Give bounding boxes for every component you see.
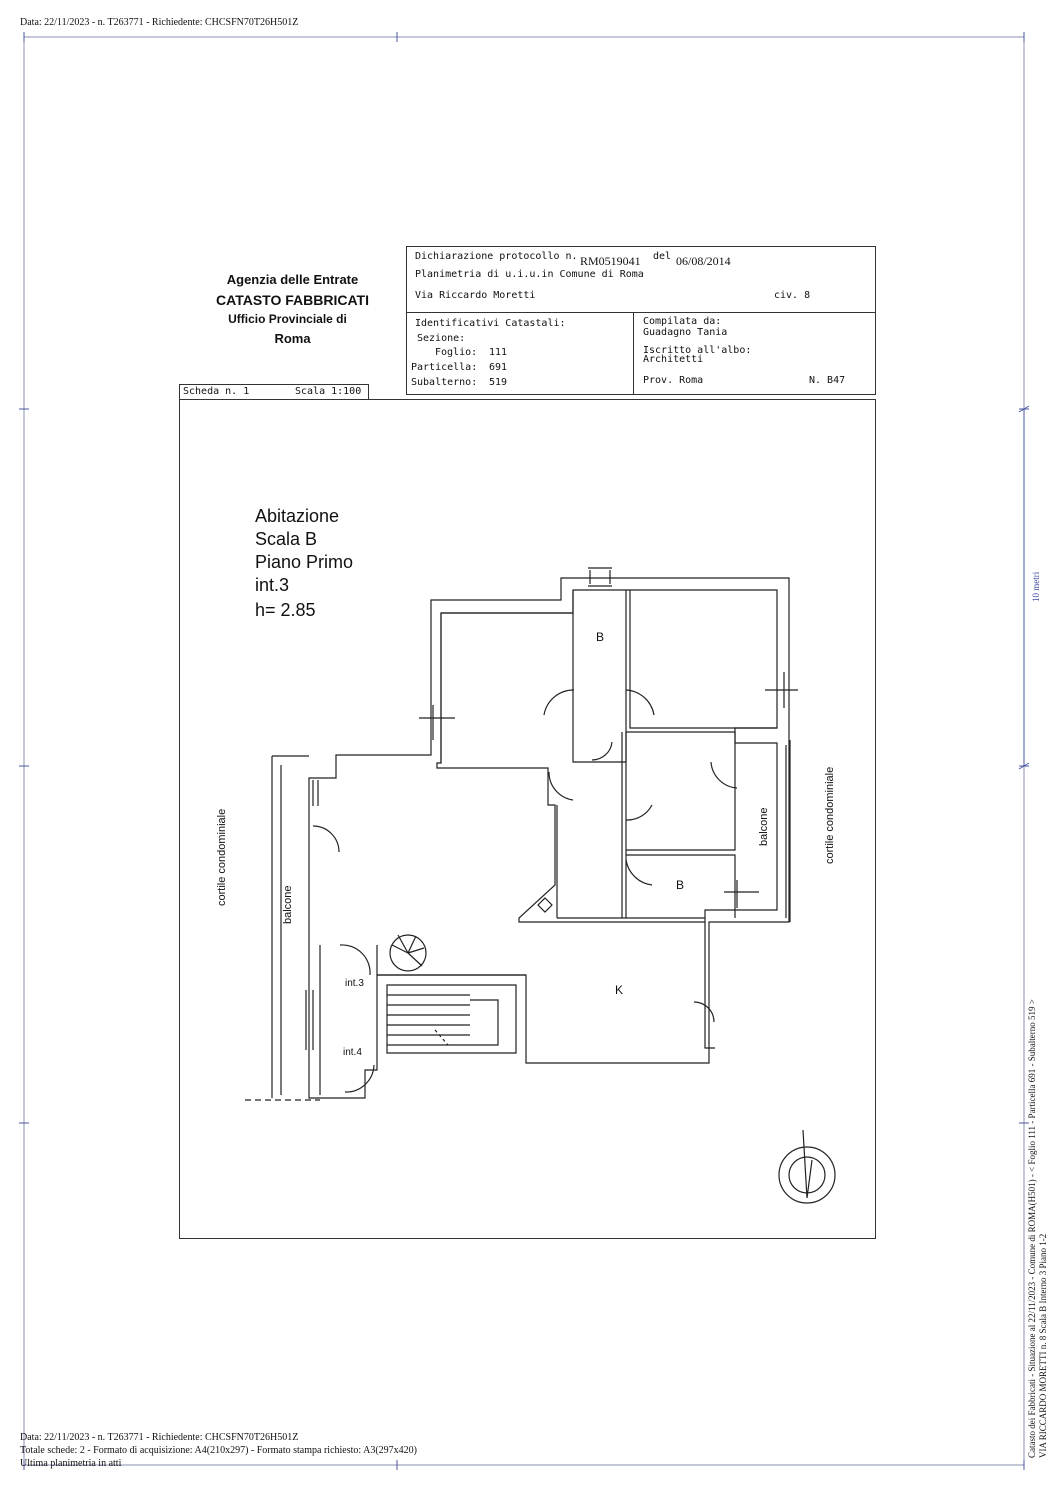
room-label-int4: int.4 <box>343 1047 362 1058</box>
particella-label: Particella: <box>411 362 478 373</box>
foglio-value: 111 <box>489 347 508 358</box>
identifiers-title: Identificativi Catastali: <box>415 318 566 329</box>
side-metadata-line1: Catasto dei Fabbricati - Situazione al 22/11/2023 - Comune di ROMA(H501) - < Foglio 111 - Particella 691 - Subalterno 519 > <box>1027 999 1037 1458</box>
date-label: del <box>653 251 672 262</box>
compiled-name: Guadagno Tania <box>643 327 728 338</box>
room-label-bath-top: B <box>596 630 605 644</box>
province: Prov. Roma <box>643 375 704 386</box>
footer-note: Ultima planimetria in atti <box>20 1458 122 1469</box>
plan-title-unit: int.3 <box>255 575 290 595</box>
particella-value: 691 <box>489 362 508 373</box>
agency-city: Roma <box>274 331 311 346</box>
albo-value: Architetti <box>643 354 704 365</box>
scheda-scale: Scala 1:100 <box>295 386 362 397</box>
albo-label: Iscritto all'albo: <box>643 345 752 356</box>
scale-bar-label: 10 metri <box>1031 571 1041 602</box>
footer <box>20 1431 417 1470</box>
plan-title-floor: Piano Primo <box>255 552 354 572</box>
plan-title-type: Abitazione <box>255 506 340 526</box>
foglio-label: Foglio: <box>435 347 478 358</box>
plan-line: Planimetria di u.i.u.in Comune di Roma <box>415 269 644 280</box>
protocol-label: Dichiarazione protocollo n. <box>415 251 578 262</box>
compiled-label: Compilata da: <box>643 316 722 327</box>
agency-name: Agenzia delle Entrate <box>226 272 359 287</box>
room-label-kitchen: K <box>615 983 624 997</box>
agency-catasto: CATASTO FABBRICATI <box>216 292 369 308</box>
document-header: Data: 22/11/2023 - n. T263771 - Richiedente: CHCSFN70T26H501Z <box>20 17 299 28</box>
label-right-balcony: balcone <box>758 807 770 846</box>
room-label-int3: int.3 <box>345 978 364 989</box>
subalterno-value: 519 <box>489 377 508 388</box>
label-left-courtyard: cortile condominiale <box>216 808 228 906</box>
civic-number: civ. 8 <box>774 290 811 301</box>
scheda-number: Scheda n. 1 <box>183 386 250 397</box>
footer-request: Data: 22/11/2023 - n. T263771 - Richiedente: CHCSFN70T26H501Z <box>20 1432 299 1443</box>
label-right-courtyard: cortile condominiale <box>824 766 836 864</box>
side-metadata <box>1027 999 1049 1458</box>
agency-office: Ufficio Provinciale di <box>228 312 347 326</box>
declaration-date: 06/08/2014 <box>676 254 731 268</box>
footer-format: Totale schede: 2 - Formato di acquisizione: A4(210x297) - Formato stampa richiesto: A3(297x420) <box>20 1445 417 1456</box>
registration-number: N. B47 <box>809 375 846 386</box>
label-left-balcony: balcone <box>282 885 294 924</box>
side-metadata-line2: VIA RICCARDO MORETTI n. 8 Scala B Interno 3 Piano 1-2 <box>1038 1233 1048 1458</box>
address: Via Riccardo Moretti <box>415 290 536 301</box>
protocol-number: RM0519041 <box>580 254 641 268</box>
subalterno-label: Subalterno: <box>411 377 478 388</box>
plan-title-stair: Scala B <box>255 529 318 549</box>
plan-title-height: h= 2.85 <box>255 600 316 620</box>
room-label-bath-mid: B <box>676 878 685 892</box>
sezione-label: Sezione: <box>417 333 466 344</box>
